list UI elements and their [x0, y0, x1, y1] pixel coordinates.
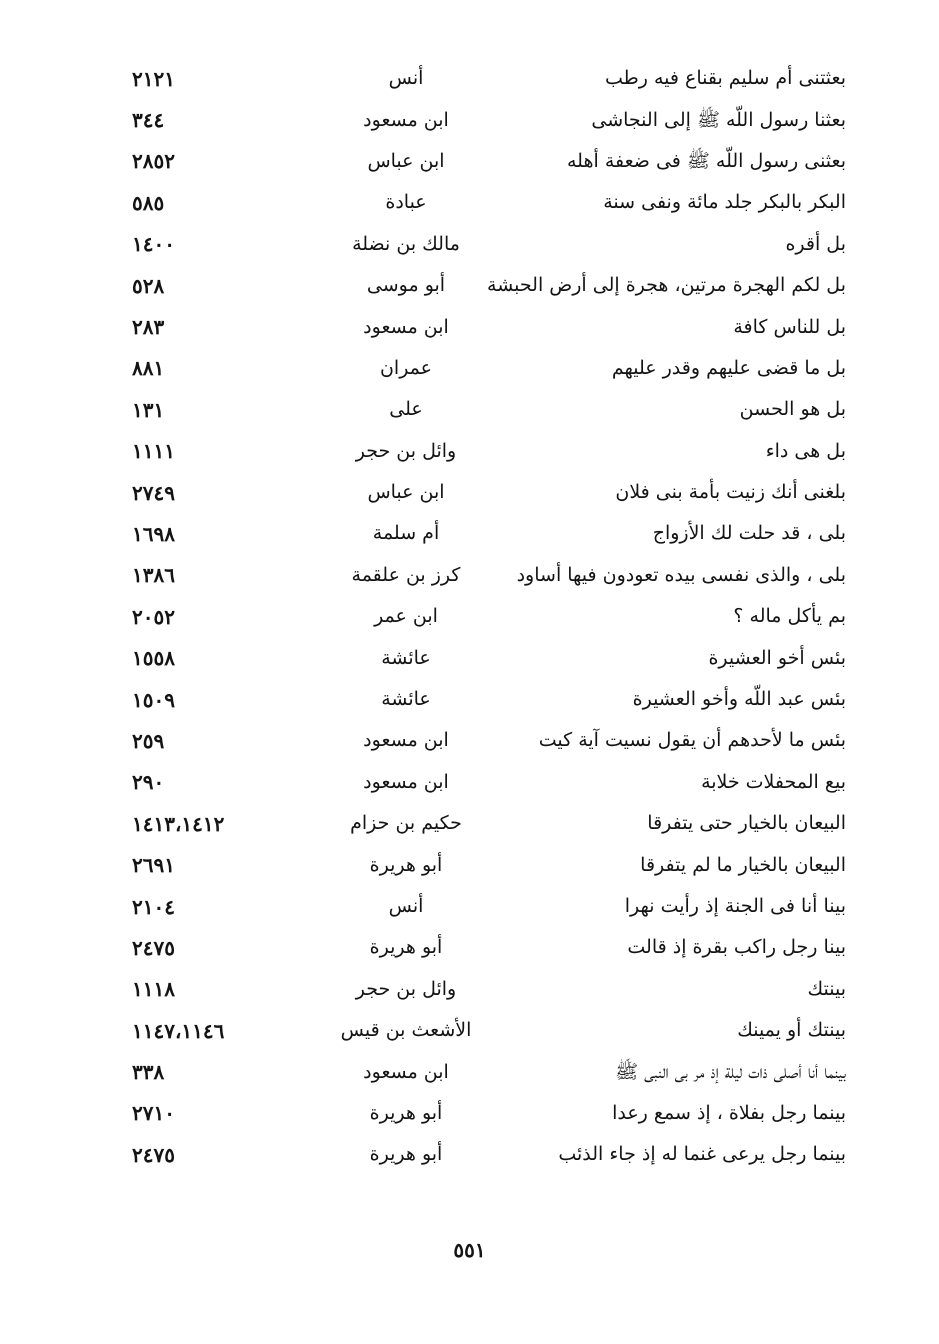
- index-row: [118, 679, 848, 720]
- hadith-text: بينما رجل بفلاة ، إذ سمع رعدا: [612, 1101, 846, 1124]
- hadith-number: ٥٨٥: [132, 190, 165, 215]
- hadith-text: بينما أنا أصلى ذات ليلة إذ مر بى النبى ﷺ: [615, 1060, 846, 1083]
- hadith-number: ٢٧٤٩: [132, 480, 175, 505]
- hadith-text: بينتك: [807, 977, 846, 1000]
- narrator-name: أنس: [388, 67, 424, 90]
- index-row: [118, 555, 848, 596]
- hadith-text: بم يأكل ماله ؟: [733, 605, 846, 628]
- index-row: [118, 306, 848, 347]
- hadith-text: بينا أنا فى الجنة إذ رأيت نهرا: [624, 895, 846, 917]
- hadith-number: ١٤١٣،١٤١٢: [132, 811, 225, 836]
- hadith-text: بعثتنى أم سليم بقناع فيه رطب: [604, 67, 846, 90]
- hadith-number: ١٤٠٠: [132, 232, 175, 257]
- hadith-number: ٣٤٤: [132, 108, 165, 133]
- hadith-text: بيع المحفلات خلابة: [701, 770, 846, 793]
- hadith-number: ٢٨٣: [132, 315, 165, 340]
- index-row: [118, 886, 848, 927]
- hadith-number: ١١٤٧،١١٤٦: [132, 1018, 225, 1043]
- index-row: [118, 927, 848, 968]
- hadith-number: ٢٩٠: [132, 770, 165, 795]
- hadith-text: بلى ، قد حلت لك الأزواج: [652, 522, 846, 545]
- hadith-number: ٢٤٧٥: [132, 935, 175, 960]
- index-row: [118, 637, 848, 678]
- hadith-number: ١١١٨: [132, 977, 175, 1002]
- hadith-text: بلى ، والذى نفسى بيده تعودون فيها أساود: [516, 563, 846, 586]
- narrator-name: ابن مسعود: [363, 108, 449, 131]
- hadith-text: بل للناس كافة: [733, 315, 846, 338]
- hadith-text: بينما رجل يرعى غنما له إذ جاء الذئب: [558, 1143, 846, 1166]
- hadith-number: ٢٧١٠: [132, 1101, 175, 1126]
- hadith-text: بئس عبد اللّه وأخو العشيرة: [632, 688, 846, 711]
- index-row: [118, 182, 848, 223]
- index-row: [118, 431, 848, 472]
- hadith-text: بل هى داء: [765, 439, 846, 462]
- index-row: [118, 389, 848, 430]
- hadith-text: بلغنى أنك زنيت بأمة بنى فلان: [615, 481, 846, 504]
- index-row: [118, 58, 848, 99]
- index-row: [118, 265, 848, 306]
- hadith-number: ٢٠٥٢: [132, 604, 175, 629]
- narrator-name: وائل بن حجر: [355, 439, 457, 462]
- narrator-name: وائل بن حجر: [355, 977, 457, 1000]
- narrator-name: ابن مسعود: [363, 315, 449, 338]
- hadith-text: البيعان بالخيار ما لم يتفرقا: [640, 853, 846, 876]
- hadith-number: ١٣٨٦: [132, 563, 175, 588]
- narrator-name: أبو هريرة: [369, 936, 443, 959]
- index-row: [118, 224, 848, 265]
- narrator-name: أبو موسى: [366, 274, 446, 297]
- narrator-name: الأشعث بن قيس: [340, 1019, 472, 1042]
- narrator-name: عبادة: [385, 191, 427, 214]
- hadith-number: ٨٨١: [132, 356, 165, 381]
- hadith-text: بل أقره: [785, 232, 846, 255]
- narrator-name: أم سلمة: [372, 522, 440, 545]
- hadith-number: ١٥٠٩: [132, 687, 175, 712]
- index-row: [118, 1093, 848, 1134]
- narrator-name: حكيم بن حزام: [350, 812, 462, 835]
- narrator-name: على: [389, 398, 423, 421]
- narrator-name: مالك بن نضلة: [352, 232, 460, 255]
- narrator-name: أبو هريرة: [369, 1101, 443, 1124]
- narrator-name: ابن مسعود: [363, 729, 449, 752]
- index-row: [118, 1134, 848, 1175]
- hadith-text: بل لكم الهجرة مرتين، هجرة إلى أرض الحبشة: [487, 274, 846, 297]
- index-row: [118, 513, 848, 554]
- narrator-name: عائشة: [381, 646, 431, 669]
- index-row: [118, 720, 848, 761]
- index-row: [118, 141, 848, 182]
- narrator-name: ابن مسعود: [363, 770, 449, 793]
- hadith-text: بل هو الحسن: [739, 398, 846, 421]
- hadith-number: ٢٥٩: [132, 728, 165, 753]
- hadith-number: ١٦٩٨: [132, 521, 175, 546]
- narrator-name: عمران: [379, 356, 433, 379]
- narrator-name: ابن عمر: [374, 605, 438, 628]
- hadith-number: ٢٨٥٢: [132, 149, 175, 174]
- narrator-name: كرز بن علقمة: [351, 563, 461, 586]
- hadith-text: بعثنا رسول اللّه ﷺ إلى النجاشى: [591, 108, 846, 131]
- narrator-name: ابن مسعود: [363, 1060, 449, 1083]
- index-row: [118, 969, 848, 1010]
- index-row: [118, 762, 848, 803]
- hadith-number: ٣٣٨: [132, 1060, 165, 1085]
- hadith-text: بينتك أو يمينك: [737, 1019, 846, 1042]
- index-row: [118, 844, 848, 885]
- narrator-name: أبو هريرة: [369, 853, 443, 876]
- hadith-text: بئس أخو العشيرة: [708, 646, 846, 669]
- hadith-number: ٢١٠٤: [132, 894, 175, 919]
- narrator-name: أبو هريرة: [369, 1143, 443, 1166]
- hadith-number: ١٣١: [132, 397, 165, 422]
- hadith-text: بئس ما لأحدهم أن يقول نسيت آية كيت: [538, 729, 846, 752]
- hadith-text: بعثنى رسول اللّه ﷺ فى ضعفة أهله: [567, 149, 846, 172]
- hadith-text: البيعان بالخيار حتى يتفرقا: [647, 812, 846, 835]
- narrator-name: أنس: [388, 895, 424, 917]
- hadith-text: بينا رجل راكب بقرة إذ قالت: [627, 936, 846, 959]
- hadith-text: البكر بالبكر جلد مائة ونفى سنة: [603, 191, 846, 214]
- page-number: ٥٥١: [453, 1238, 486, 1262]
- hadith-number: ٢٤٧٥: [132, 1142, 175, 1167]
- narrator-name: ابن عباس: [367, 149, 445, 172]
- index-row: [118, 348, 848, 389]
- narrator-name: عائشة: [381, 688, 431, 711]
- index-row: [118, 1051, 848, 1092]
- hadith-number: ٥٢٨: [132, 273, 165, 298]
- hadith-index-table: [118, 58, 848, 1176]
- index-row: [118, 1010, 848, 1051]
- index-row: [118, 803, 848, 844]
- hadith-number: ١١١١: [132, 439, 175, 464]
- index-row: [118, 472, 848, 513]
- hadith-number: ٢١٢١: [132, 66, 175, 91]
- index-row: [118, 99, 848, 140]
- narrator-name: ابن عباس: [367, 481, 445, 504]
- hadith-number: ٢٦٩١: [132, 853, 175, 878]
- hadith-text: بل ما قضى عليهم وقدر عليهم: [611, 356, 846, 379]
- index-row: [118, 596, 848, 637]
- hadith-number: ١٥٥٨: [132, 646, 175, 671]
